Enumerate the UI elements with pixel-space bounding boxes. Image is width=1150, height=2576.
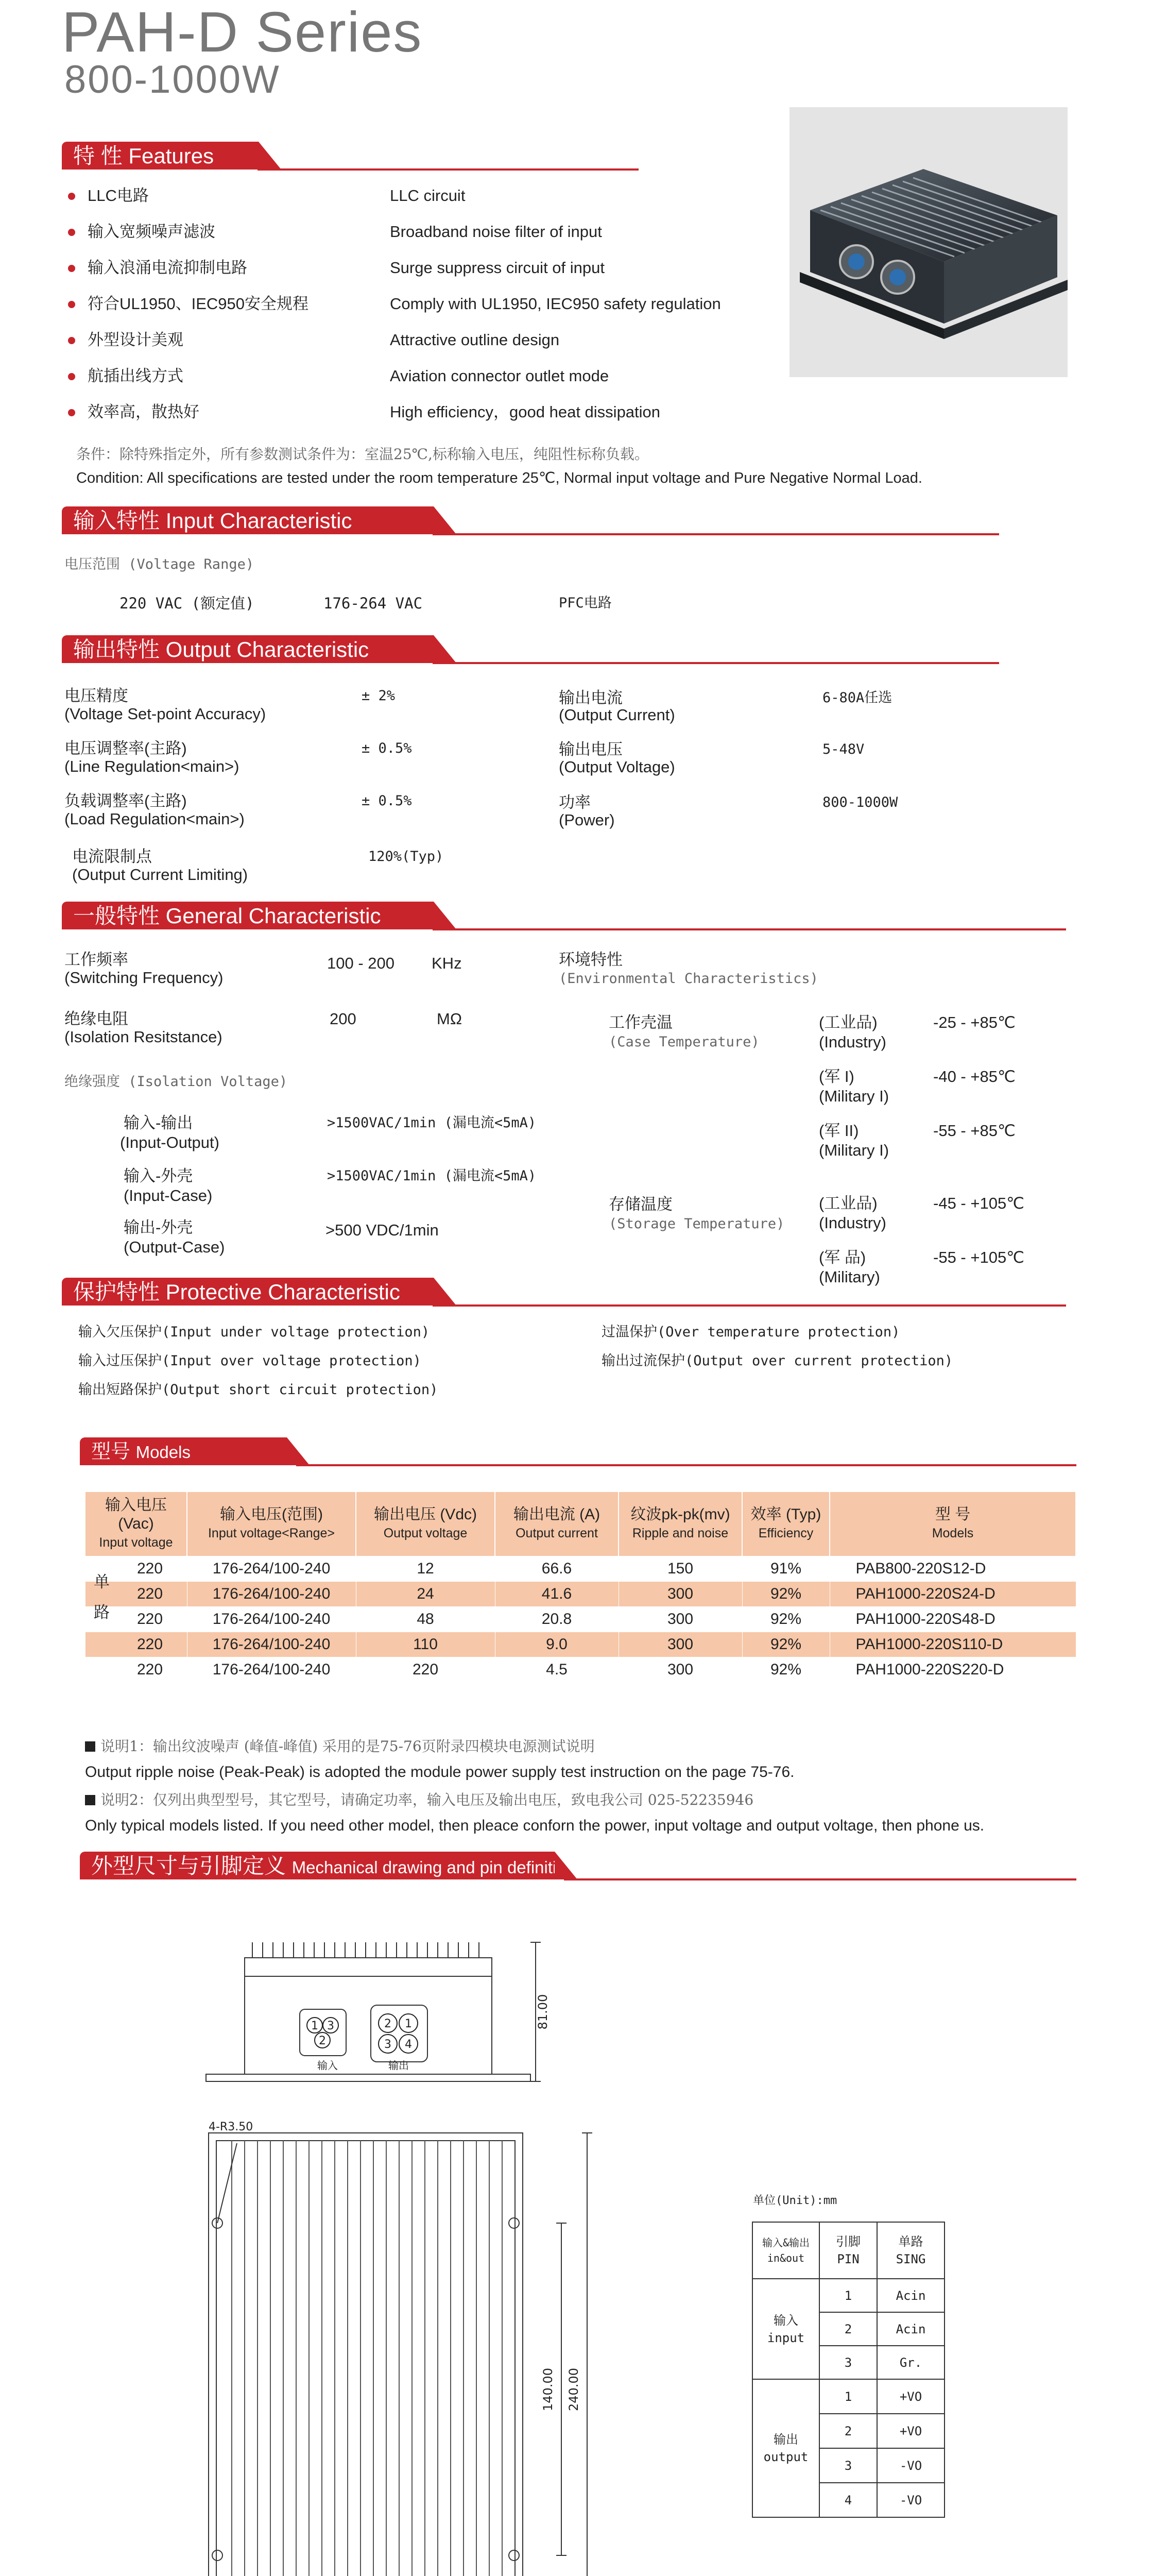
dim-81: 81.00 <box>536 1994 550 2030</box>
storage-row-val: -45 - +105℃ <box>933 1194 1024 1212</box>
in-pin-label: 2 <box>319 2035 326 2047</box>
unit-label: 单位(Unit):mm <box>753 2194 837 2207</box>
product-photo <box>789 107 1068 377</box>
feature-en-3: Surge suppress circuit of input <box>390 259 605 277</box>
protect-item: 输入过压保护(Input over voltage protection) <box>78 1353 421 1369</box>
note1-cn: 说明1：输出纹波噪声 (峰值-峰值) 采用的是75-76页附录四模块电源测试说明 <box>100 1738 595 1755</box>
env-cn: 环境特性 <box>559 951 623 969</box>
square-bullet-icon <box>85 1795 95 1805</box>
fin-group <box>252 1942 479 1958</box>
limit-cn: 电流限制点 <box>72 848 152 866</box>
storage-cn: 存储温度 <box>609 1195 673 1213</box>
feature-cn-6: 航插出线方式 <box>88 367 183 385</box>
case-cn: 工作壳温 <box>609 1013 673 1031</box>
bullet-icon <box>68 373 75 380</box>
note2-en: Only typical models listed. If you need other model, then pleace conforn the power, input voltage and output voltage, then phone us. <box>85 1817 985 1834</box>
feature-cn-7: 效率高，散热好 <box>88 403 199 421</box>
case-row-en: (Military I) <box>819 1087 889 1105</box>
feature-cn-1: LLC电路 <box>88 187 149 205</box>
feature-en-6: Aviation connector outlet mode <box>390 367 609 385</box>
io-val: >1500VAC/1min (漏电流<5mA) <box>327 1115 537 1131</box>
storage-row-en: (Industry) <box>819 1214 886 1232</box>
page-title: PAH-D Series <box>62 1 423 64</box>
page-subtitle: 800-1000W <box>64 58 281 101</box>
feature-cn-2: 输入宽频噪声滤波 <box>88 223 215 241</box>
bullet-icon <box>68 229 75 236</box>
ic-en: (Input-Case) <box>124 1187 213 1205</box>
voltage-cn: 输出电压 <box>559 740 623 758</box>
case-row-en: (Industry) <box>819 1033 886 1051</box>
protect-item: 输出过流保护(Output over current protection) <box>602 1353 953 1369</box>
mechanical-drawing <box>155 1937 618 2576</box>
case-row-en: (Military I) <box>819 1141 889 1159</box>
out-pin-label: 2 <box>384 2018 391 2030</box>
input-nominal: 220 VAC (额定值) <box>119 595 254 612</box>
oc-cn: 输出-外壳 <box>124 1218 193 1236</box>
freq-unit: KHz <box>432 954 462 972</box>
freq-en: (Switching Frequency) <box>64 969 224 987</box>
line-cn: 电压调整率(主路) <box>64 739 187 757</box>
res-cn: 绝缘电阻 <box>64 1010 128 1028</box>
current-cn: 输出电流 <box>559 689 623 707</box>
general-banner: 一般特性 General Characteristic <box>62 902 1066 929</box>
models-side-label-2: 路 <box>94 1603 110 1621</box>
case-row-cn: (工业品) <box>819 1013 878 1031</box>
models-side-label-1: 单 <box>94 1573 110 1591</box>
accuracy-en: (Voltage Set-point Accuracy) <box>64 705 266 723</box>
case-row-cn: (军 I) <box>819 1067 854 1086</box>
feature-cn-5: 外型设计美观 <box>88 331 183 349</box>
dim-240: 240.00 <box>567 2368 581 2411</box>
storage-row-cn: (工业品) <box>819 1194 878 1212</box>
res-unit: MΩ <box>437 1010 462 1028</box>
condition-en: Condition: All specifications are tested under the room temperature 25℃, Normal input voltage and Pure Negative Normal Load. <box>76 470 922 486</box>
case-en: (Case Temperature) <box>609 1034 760 1050</box>
feature-cn-4: 符合UL1950、IEC950安全规程 <box>88 295 308 313</box>
env-en: (Environmental Characteristics) <box>559 971 818 987</box>
line-val: ± 0.5% <box>362 740 412 756</box>
current-val: 6-80A任选 <box>822 690 892 706</box>
voltage-val: 5-48V <box>822 741 865 757</box>
freq-val: 100 - 200 <box>327 954 394 972</box>
current-en: (Output Current) <box>559 706 675 724</box>
conn-in-label: 输入 <box>317 2059 338 2072</box>
load-val: ± 0.5% <box>362 793 412 809</box>
feature-en-1: LLC circuit <box>390 187 466 205</box>
bullet-icon <box>68 337 75 344</box>
dim-r: 4-R3.50 <box>209 2121 253 2133</box>
note1-en: Output ripple noise (Peak-Peak) is adopted the module power supply test instruction on the page 75-76. <box>85 1764 795 1781</box>
condition-cn: 条件：除特殊指定外，所有参数测试条件为：室温25℃,标称输入电压，纯阻性标称负载。 <box>76 446 649 463</box>
io-en: (Input-Output) <box>120 1133 219 1151</box>
storage-en: (Storage Temperature) <box>609 1216 785 1232</box>
ic-val: >1500VAC/1min (漏电流<5mA) <box>327 1168 537 1184</box>
res-en: (Isolation Resitstance) <box>64 1028 222 1046</box>
in-pin-label: 3 <box>327 2020 334 2032</box>
case-row-val: -25 - +85℃ <box>933 1013 1016 1031</box>
protective-banner: 保护特性 Protective Characteristic <box>62 1278 1066 1306</box>
out-pin-label: 3 <box>384 2038 391 2051</box>
limit-en: (Output Current Limiting) <box>72 866 248 884</box>
case-row-val: -40 - +85℃ <box>933 1067 1016 1086</box>
bullet-icon <box>68 301 75 308</box>
power-cn: 功率 <box>559 793 591 811</box>
power-en: (Power) <box>559 811 615 829</box>
in-pin-label: 1 <box>311 2020 318 2032</box>
res-val: 200 <box>330 1010 356 1028</box>
io-cn: 输入-输出 <box>124 1114 193 1132</box>
accuracy-val: ± 2% <box>362 688 396 704</box>
output-banner: 输出特性 Output Characteristic <box>62 635 999 663</box>
input-pfc: PFC电路 <box>559 595 612 611</box>
feature-en-4: Comply with UL1950, IEC950 safety regulation <box>390 295 721 313</box>
limit-val: 120%(Typ) <box>368 849 444 865</box>
voltage-en: (Output Voltage) <box>559 758 675 776</box>
load-cn: 负载调整率(主路) <box>64 792 187 810</box>
conn-out-label: 输出 <box>388 2059 409 2072</box>
bullet-icon <box>68 265 75 272</box>
out-pin-label: 4 <box>405 2038 412 2051</box>
voltage-range-label: 电压范围 (Voltage Range) <box>64 556 254 572</box>
storage-row-val: -55 - +105℃ <box>933 1248 1024 1266</box>
input-range: 176-264 VAC <box>323 595 423 612</box>
strength-label: 绝缘强度 (Isolation Voltage) <box>64 1074 288 1090</box>
case-row-val: -55 - +85℃ <box>933 1122 1016 1140</box>
load-en: (Load Regulation<main>) <box>64 810 245 828</box>
oc-val: >500 VDC/1min <box>325 1221 439 1239</box>
features-banner: 特 性 Features <box>62 142 639 170</box>
feature-en-7: High efficiency，good heat dissipation <box>390 403 661 421</box>
square-bullet-icon <box>85 1741 95 1752</box>
note2-cn: 说明2：仅列出典型型号，其它型号，请确定功率，输入电压及输出电压，致电我公司 025-52235946 <box>100 1791 754 1808</box>
protect-item: 输入欠压保护(Input under voltage protection) <box>78 1324 430 1340</box>
storage-row-en: (Military) <box>819 1268 880 1286</box>
accuracy-cn: 电压精度 <box>64 687 128 705</box>
oc-en: (Output-Case) <box>124 1238 225 1256</box>
freq-cn: 工作频率 <box>64 951 128 969</box>
drawing-banner: 外型尺寸与引脚定义 Mechanical drawing and pin definition <box>80 1852 1076 1879</box>
storage-row-cn: (军 品) <box>819 1248 866 1266</box>
line-en: (Line Regulation<main>) <box>64 757 239 775</box>
dim-140: 140.00 <box>541 2368 555 2411</box>
bullet-icon <box>68 193 75 200</box>
protect-item: 输出短路保护(Output short circuit protection) <box>78 1382 438 1398</box>
case-row-cn: (军 II) <box>819 1122 859 1140</box>
models-table: 输入电压(Vac) Input voltage 输入电压(范围) Input voltage<Range> 输出电压 (Vdc) Output voltage 输出电流 (A) Output current 纹波pk-pk(mv) Ripple and noise 效率 (Typ) Efficiency 型 号 Models 220 176-264/100-240 12 66.6 150 91% PAB800-220S12-D 220 176-264/100-240 24 41.6 300 92% PAH1000-220S24-D 220 176-264/100-240 48 20.8 300 92% PAH1000-220S48-D 220 176-264/100-240 110 9.0 300 92% PAH1000-220S110-D 220 176-264/100-240 220 4.5 300 92% PAH1000-220S220-D <box>85 1492 1076 1683</box>
power-val: 800-1000W <box>822 794 898 810</box>
input-banner: 输入特性 Input Characteristic <box>62 506 999 534</box>
out-pin-label: 1 <box>405 2018 412 2030</box>
bullet-icon <box>68 409 75 416</box>
pin-table: 输入&输出 in&out 引脚 PIN 单路 SING 输入 input 1 Acin 2 Acin 3 Gr. 输出 output 1 +VO 2 +VO 3 -VO 4 -VO <box>752 2222 945 2518</box>
feature-cn-3: 输入浪涌电流抑制电路 <box>88 259 247 277</box>
protect-item: 过温保护(Over temperature protection) <box>602 1324 900 1340</box>
ic-cn: 输入-外壳 <box>124 1167 193 1185</box>
feature-en-5: Attractive outline design <box>390 331 560 349</box>
feature-en-2: Broadband noise filter of input <box>390 223 602 241</box>
models-banner: 型号 Models <box>80 1437 1076 1465</box>
